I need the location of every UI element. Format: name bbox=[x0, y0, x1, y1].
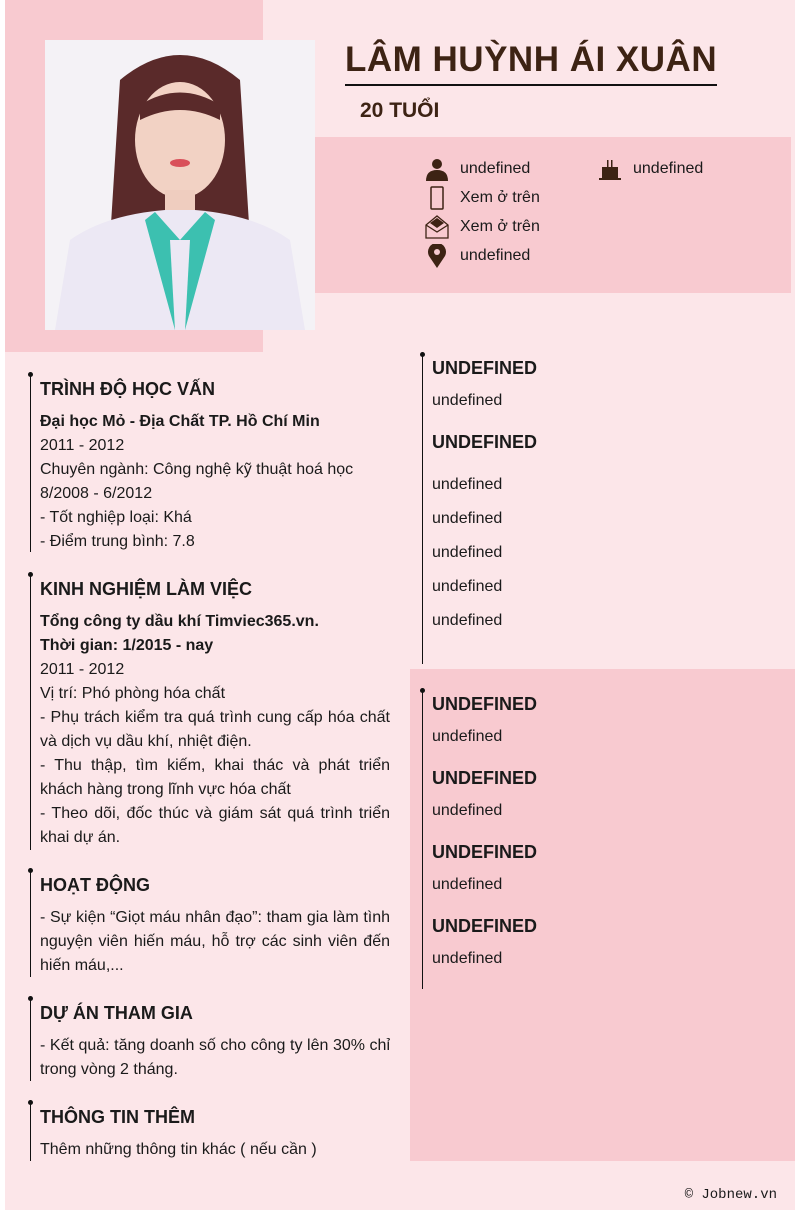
section-title: TRÌNH ĐỘ HỌC VẤN bbox=[40, 379, 215, 399]
contact-phone: Xem ở trên bbox=[425, 186, 540, 210]
right-sections-lower: UNDEFINED undefined UNDEFINED undefined UNDEFINED undefined UNDEFINED undefined bbox=[422, 691, 782, 989]
contact-name: undefined bbox=[425, 157, 530, 181]
section-extra-info: THÔNG TIN THÊM Thêm những thông tin khác ( nếu cần ) bbox=[30, 1103, 390, 1161]
section-experience: KINH NGHIỆM LÀM VIỆC Tổng công ty dầu khí Timviec365.vn. Thời gian: 1/2015 - nay 2011 - 2012 Vị trí: Phó phòng hóa chất - Phụ trách kiểm tra quá trình cung cấp hóa chất và dịch vụ dầu khí, nhiệt điện. - Thu thập, tìm kiếm, khai thác và phát triển khách hàng trong lĩnh vực hóa chất - Theo dõi, đốc thúc và giám sát quá trình triển khai dự án. bbox=[30, 575, 390, 850]
section-education: TRÌNH ĐỘ HỌC VẤN Đại học Mỏ - Địa Chất TP. Hồ Chí Min 2011 - 2012 Chuyên ngành: Công nghệ kỹ thuật hoá học 8/2008 - 6/2012 - Tốt nghiệp loại: Khá - Điểm trung bình: 7.8 bbox=[30, 375, 390, 552]
section-activities: HOẠT ĐỘNG - Sự kiện “Giọt máu nhân đạo”: tham gia làm tình nguyện viên hiến máu, hỗ trợ các sinh viên đến hiến máu,... bbox=[30, 871, 390, 977]
candidate-age: 20 TUỔI bbox=[360, 99, 440, 122]
footer-credit: © Jobnew.vn bbox=[684, 1187, 777, 1203]
contact-birthday: undefined bbox=[598, 157, 703, 181]
profile-photo bbox=[45, 40, 315, 330]
right-sections-upper: UNDEFINED undefined UNDEFINED undefined undefined undefined undefined undefined bbox=[422, 355, 782, 664]
location-icon bbox=[425, 244, 449, 268]
contact-address: undefined bbox=[425, 244, 530, 268]
candidate-name: LÂM HUỲNH ÁI XUÂN bbox=[345, 40, 717, 86]
phone-icon bbox=[425, 186, 449, 210]
birthday-cake-icon bbox=[598, 157, 622, 181]
cv-page bbox=[5, 0, 795, 1210]
contact-email: Xem ở trên bbox=[425, 215, 540, 239]
person-icon bbox=[425, 157, 449, 181]
section-projects: DỰ ÁN THAM GIA - Kết quả: tăng doanh số cho công ty lên 30% chỉ trong vòng 2 tháng. bbox=[30, 999, 390, 1081]
contact-box bbox=[315, 137, 791, 293]
email-icon bbox=[425, 215, 449, 239]
